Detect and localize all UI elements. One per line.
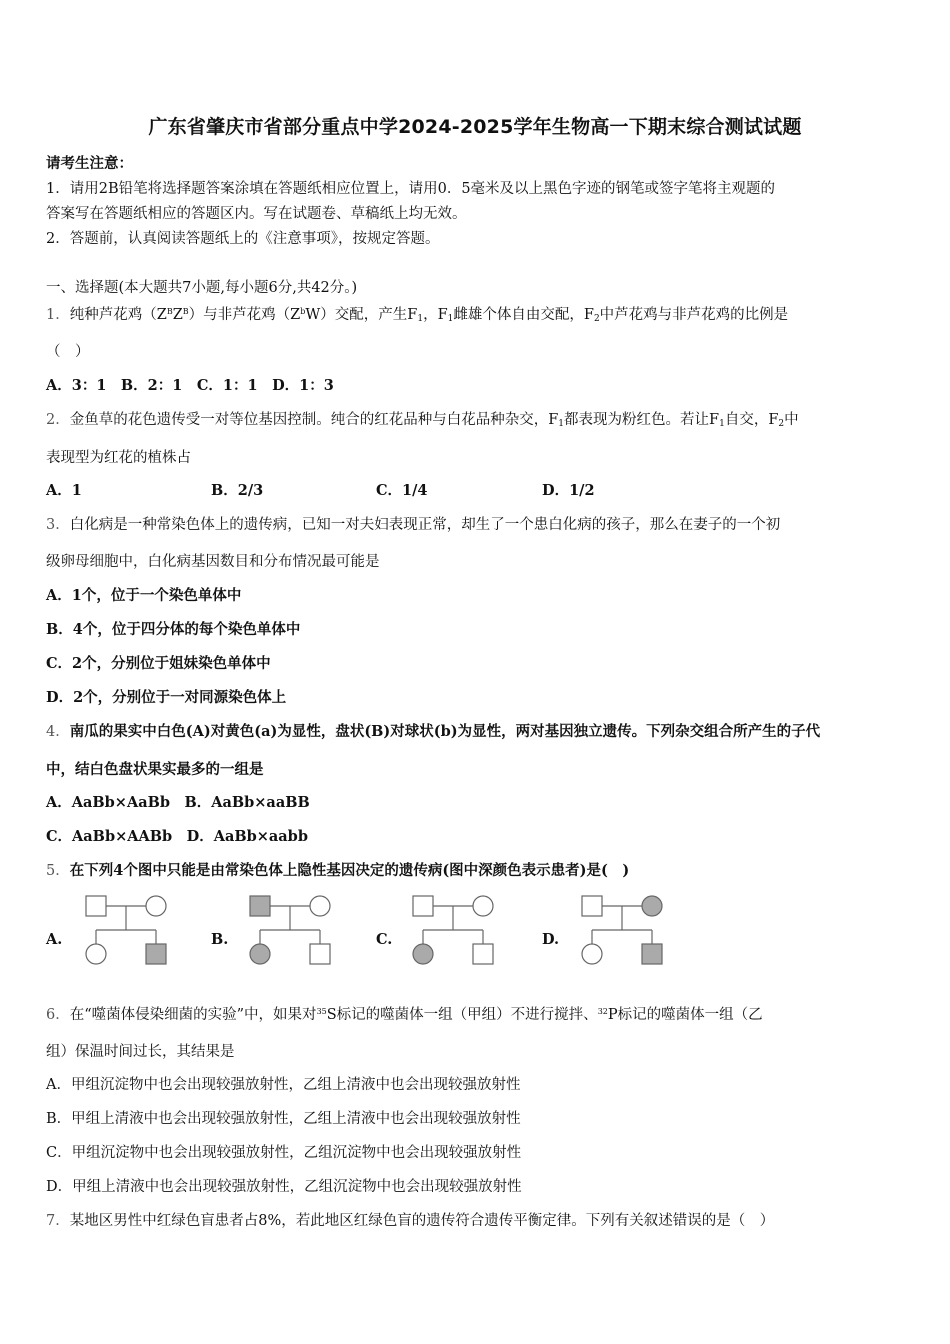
question-4-number: 4．: [46, 724, 70, 740]
q1-sup-1: B: [166, 307, 173, 316]
pedigree-d-daughter: [582, 944, 602, 964]
q2-sub-1: 1: [558, 419, 565, 429]
q6-sup-2: 32: [597, 1007, 608, 1016]
notice-item-1-line-1: 1．请用2B铅笔将选择题答案涂填在答题纸相应位置上，请用0．5毫米及以上黑色字迹的钢笔或签字笔将主观题的: [46, 181, 776, 197]
pedigree-b-father-affected: [250, 896, 270, 916]
section-heading: 一、选择题(本大题共7小题,每小题6分,共42分。): [46, 280, 358, 296]
notice-item-1-line-2: 答案写在答题纸相应的答题区内。写在试题卷、草稿纸上均无效。: [46, 206, 467, 222]
q1-text-7: 中芦花鸡与非芦花鸡的比例是: [599, 307, 789, 323]
question-2-stem: [46, 408, 916, 429]
q1-text-6: 雌雄个体自由交配，F: [453, 307, 594, 323]
q3-line-1: 白化病是一种常染色体上的遗传病，已知一对夫妇表现正常，却生了一个患白化病的孩子，那么在妻子的一个初: [69, 517, 781, 533]
q1-text-5: ，F: [423, 307, 448, 323]
pedigree-d-father: [582, 896, 602, 916]
pedigree-d-son-affected: [642, 944, 662, 964]
pedigree-d-label: D.: [542, 931, 560, 948]
q2-text-1: 金鱼草的花色遗传受一对等位基因控制。纯合的红花品种与白花品种杂交，F: [69, 412, 559, 428]
q4-line-1: 南瓜的果实中白色(A)对黄色(a)为显性，盘状(B)对球状(b)为显性，两对基因独立遗传。下列杂交组合所产生的子代: [69, 723, 821, 740]
question-2-option-d: D．1/2: [542, 482, 595, 499]
question-3-stem: [46, 513, 916, 534]
question-5-number: 5．: [46, 863, 70, 879]
pedigree-c: [409, 892, 499, 968]
exam-title: 广东省肇庆市省部分重点中学2024-2025学年生物高一下期末综合测试试题: [148, 116, 802, 138]
question-2-option-a: A．1: [46, 482, 82, 499]
pedigree-a-son-affected: [146, 944, 166, 964]
q1-sub-4: 1: [417, 314, 424, 324]
q6-text-1: 在“噬菌体侵染细菌的实验”中，如果对: [69, 1007, 317, 1023]
question-1-options: A．3：1 B．2：1 C．1：1 D．1：3: [46, 377, 334, 394]
question-1-paren: （ ）: [46, 344, 90, 360]
pedigree-c-father: [413, 896, 433, 916]
pedigree-b-daughter-affected: [250, 944, 270, 964]
q6-text-3: P标记的噬菌体一组（乙: [607, 1007, 763, 1023]
question-4-line-2: 中，结白色盘状果实最多的一组是: [46, 761, 264, 778]
q2-text-3: 自交，F: [724, 412, 779, 428]
question-7-number: 7．: [46, 1213, 70, 1229]
question-6-line-2: 组）保温时间过长，其结果是: [46, 1044, 235, 1060]
q2-sub-3: 2: [778, 419, 785, 429]
question-6-option-d: D．甲组上清液中也会出现较强放射性，乙组沉淀物中也会出现较强放射性: [46, 1179, 522, 1195]
q6-sup-1: 35: [316, 1007, 327, 1016]
pedigree-b: [246, 892, 336, 968]
question-3-number: 3．: [46, 517, 70, 533]
q1-text-3: ）与非芦花鸡（Z: [188, 307, 301, 323]
q1-sub-5: 1: [447, 314, 454, 324]
question-3-option-c: C．2个，分别位于姐妹染色单体中: [46, 655, 271, 672]
pedigree-b-label: B.: [211, 931, 229, 948]
question-4-options-row-1: A．AaBb×AaBb B．AaBb×aaBB: [46, 794, 310, 811]
pedigree-a: [82, 892, 172, 968]
question-3-option-d: D．2个，分别位于一对同源染色体上: [46, 689, 287, 706]
question-6-option-a: A．甲组沉淀物中也会出现较强放射性，乙组上清液中也会出现较强放射性: [46, 1077, 521, 1093]
pedigree-a-daughter: [86, 944, 106, 964]
q1-sub-6: 2: [593, 314, 600, 324]
question-4-stem: [46, 720, 916, 741]
q2-sub-2: 1: [719, 419, 725, 429]
question-6-option-b: B．甲组上清液中也会出现较强放射性，乙组上清液中也会出现较强放射性: [46, 1111, 521, 1127]
q1-sup-3: b: [300, 307, 306, 316]
question-6-stem: [46, 1003, 916, 1024]
question-2-option-c: C．1/4: [376, 482, 428, 499]
pedigree-c-mother: [473, 896, 493, 916]
question-3-line-2: 级卵母细胞中，白化病基因数目和分布情况最可能是: [46, 554, 380, 570]
question-2-number: 2．: [46, 412, 70, 428]
pedigree-d: [578, 892, 668, 968]
q6-text-2: S标记的噬菌体一组（甲组）不进行搅拌、: [326, 1007, 598, 1023]
question-1-stem: [46, 303, 916, 324]
q1-text-1: 纯种芦花鸡（Z: [69, 307, 167, 323]
pedigree-b-son: [310, 944, 330, 964]
q2-text-2: 都表现为粉红色。若让F: [564, 412, 720, 428]
question-3-option-b: B．4个，位于四分体的每个染色单体中: [46, 621, 301, 638]
pedigree-c-label: C.: [376, 931, 393, 948]
pedigree-a-mother: [146, 896, 166, 916]
question-6-number: 6．: [46, 1007, 70, 1023]
q1-text-2: Z: [172, 307, 183, 323]
question-2-option-b: B．2/3: [211, 482, 264, 499]
question-3-option-a: A．1个，位于一个染色单体中: [46, 587, 242, 604]
question-6-option-c: C．甲组沉淀物中也会出现较强放射性，乙组沉淀物中也会出现较强放射性: [46, 1145, 522, 1161]
pedigree-c-daughter-affected: [413, 944, 433, 964]
q1-sup-2: B: [182, 307, 189, 316]
pedigree-a-label: A.: [46, 931, 63, 948]
pedigree-d-mother-affected: [642, 896, 662, 916]
question-7-stem: [46, 1209, 916, 1230]
notice-heading: 请考生注意：: [46, 155, 133, 172]
q5-stem-text: 在下列4个图中只能是由常染色体上隐性基因决定的遗传病(图中深颜色表示患者)是( ): [69, 862, 630, 879]
question-5-stem: [46, 859, 916, 880]
q2-text-4: 中: [784, 412, 799, 428]
pedigree-a-father: [86, 896, 106, 916]
question-4-options-row-2: C．AaBb×AABb D．AaBb×aabb: [46, 828, 308, 845]
pedigree-b-mother: [310, 896, 330, 916]
notice-item-2: 2．答题前，认真阅读答题纸上的《注意事项》，按规定答题。: [46, 231, 440, 247]
q1-text-4: W）交配，产生F: [305, 307, 418, 323]
q7-stem-text: 某地区男性中红绿色盲患者占8%，若此地区红绿色盲的遗传符合遗传平衡定律。下列有关叙述错误的是（ ）: [69, 1213, 775, 1229]
question-2-line-2: 表现型为红花的植株占: [46, 450, 191, 466]
pedigree-c-son: [473, 944, 493, 964]
question-1-number: 1．: [46, 307, 70, 323]
